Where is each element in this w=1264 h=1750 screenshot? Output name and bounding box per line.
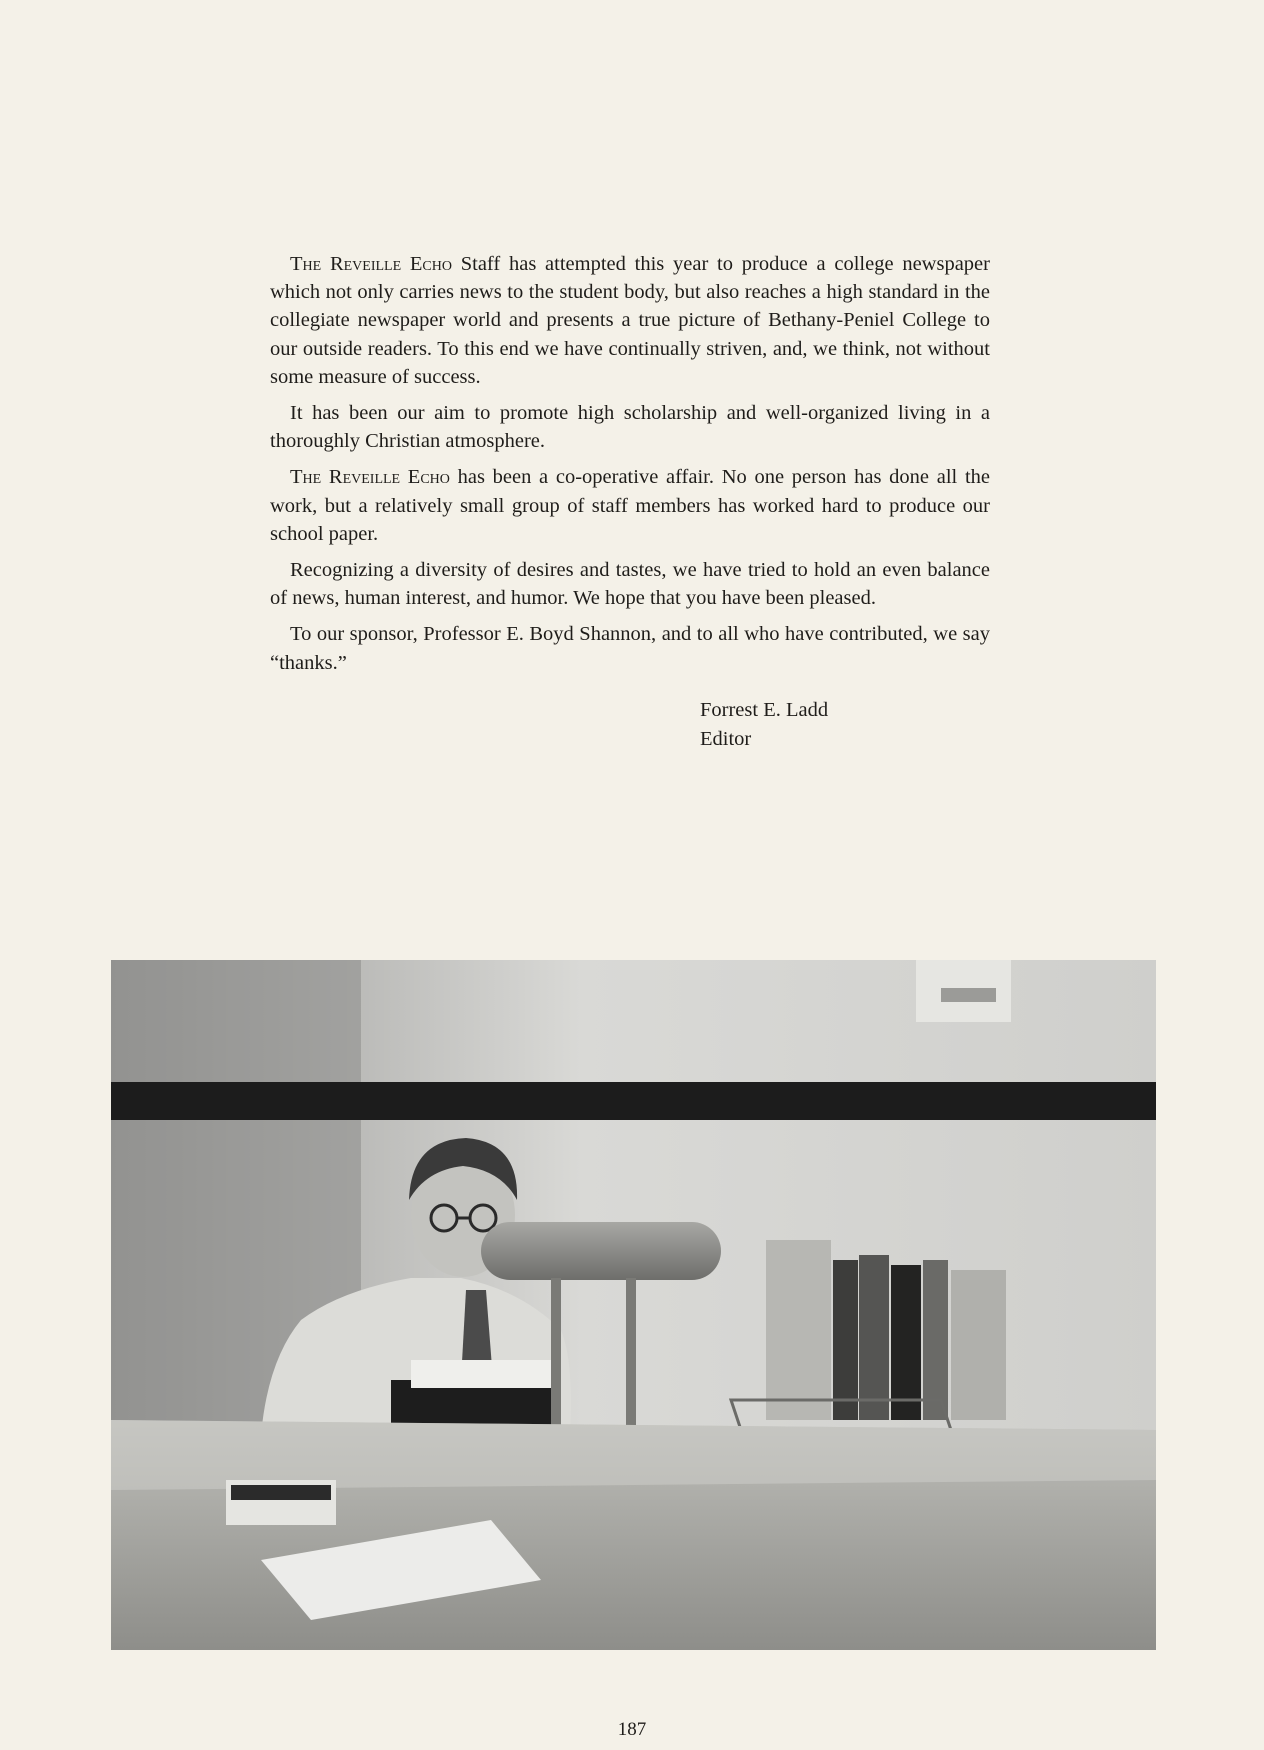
paragraph-2	[270, 399, 990, 455]
paragraph-3	[270, 463, 990, 548]
photo-illustration	[111, 960, 1156, 1650]
editorial-text	[270, 250, 990, 685]
paragraph-1	[270, 250, 990, 391]
paragraph-4-body: Recognizing a diversity of desires and tastes, we have tried to hold an even balance of news, human interest, and humor. We hope that you have been pleased.	[270, 559, 990, 610]
publication-name: The Reveille Echo	[290, 466, 450, 489]
paragraph-3-body: has been a co-operative affair. No one person has done all the work, but a relatively small group of staff members has worked hard to produce our school paper.	[270, 466, 990, 545]
editor-name: Forrest E. Ladd	[700, 699, 829, 721]
paragraph-4	[270, 556, 990, 612]
page-number: 187	[617, 1719, 647, 1740]
publication-name: The Reveille Echo	[290, 253, 452, 275]
paragraph-5-body: To our sponsor, Professor E. Boyd Shannon, and to all who have contributed, we say “thanks.”	[270, 623, 990, 674]
editor-photograph	[111, 960, 1156, 1650]
editor-title: Editor	[700, 728, 752, 750]
paragraph-2-body: It has been our aim to promote high scholarship and well-organized living in a thoroughly Christian atmosphere.	[270, 402, 990, 453]
signature-block	[700, 696, 828, 754]
paragraph-5	[270, 620, 990, 676]
paragraph-1-body: Staff has attempted this year to produce a college newspaper which not only carries news to the student body, but also reaches a high standard in the collegiate newspaper world and presents a true picture of Bethany-Peniel College to our outside readers. To this end we have continually striven, and, we think, not without some measure of success.	[270, 253, 990, 388]
